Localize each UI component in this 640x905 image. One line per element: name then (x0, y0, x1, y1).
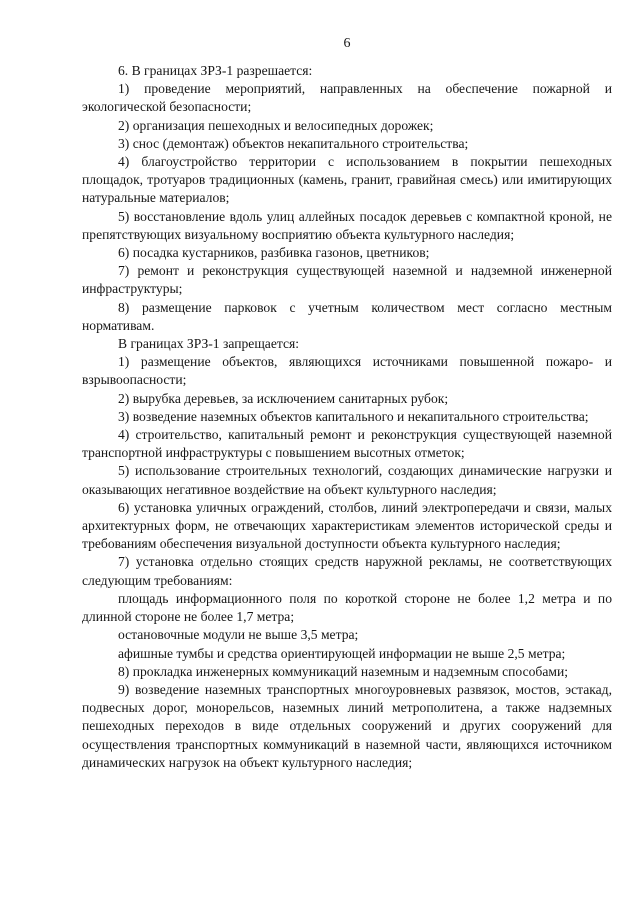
paragraph: 2) организация пешеходных и велосипедных дорожек; (118, 117, 434, 133)
paragraph: 1) проведение мероприятий, направленных на обеспечение пожарной и экологической безопасности; (82, 81, 612, 115)
paragraph: 8) размещение парковок с учетным количеством мест согласно местным нормативам. (82, 299, 612, 333)
paragraph: 5) восстановление вдоль улиц аллейных посадок деревьев с компактной кроной, не препятствующих визуальному восприятию объекта культурного наследия; (82, 208, 612, 242)
paragraph: 7) ремонт и реконструкция существующей наземной и надземной инженерной инфраструктуры; (82, 263, 612, 297)
paragraph: 3) снос (демонтаж) объектов некапитального строительства; (118, 135, 469, 151)
paragraph: 5) использование строительных технологий, создающих динамические нагрузки и оказывающих негативное воздействие на объект культурного наследия; (82, 463, 612, 497)
section-heading-permitted: 6. В границах ЗРЗ-1 разрешается: (118, 63, 313, 78)
document-body (82, 62, 612, 772)
paragraph: 6) посадка кустарников, разбивка газонов, цветников; (118, 245, 430, 261)
paragraph: афишные тумбы и средства ориентирующей информации не выше 2,5 метра; (118, 645, 566, 661)
paragraph: 3) возведение наземных объектов капитального и некапитального строительства; (118, 408, 589, 424)
paragraph: 1) размещение объектов, являющихся источниками повышенной пожаро- и взрывоопасности; (82, 354, 612, 388)
paragraph: 8) прокладка инженерных коммуникаций наземным и надземным способами; (118, 663, 569, 679)
paragraph: 4) благоустройство территории с использованием в покрытии пешеходных площадок, тротуаров традиционных (камень, гранит, гравийная смесь) или имитирующих натуральные материалов; (82, 154, 612, 206)
document-page (82, 0, 612, 905)
page-number: 6 (343, 36, 351, 51)
paragraph: 7) установка отдельно стоящих средств наружной рекламы, не соответствующих следующим требованиям: (82, 554, 612, 588)
paragraph: 9) возведение наземных транспортных многоуровневых развязок, мостов, эстакад, подвесных дорог, монорельсов, наземных линий метрополитена, а также надземных пешеходных переходов в виде отдельных сооружений и других сооружений для осуществления транспортных коммуникаций в наземной части, являющихся источником динамических нагрузок на объект культурного наследия; (82, 681, 612, 770)
paragraph: 2) вырубка деревьев, за исключением санитарных рубок; (118, 390, 449, 406)
paragraph: 6) установка уличных ограждений, столбов, линий электропередачи и связи, малых архитектурных форм, не отвечающих характеристикам элементов исторической среды и требованиям обеспечения визуальной доступности объекта культурного наследия; (82, 499, 612, 552)
paragraph: остановочные модули не выше 3,5 метра; (118, 627, 359, 643)
section-heading-prohibited: В границах ЗРЗ-1 запрещается: (118, 336, 300, 352)
paragraph: площадь информационного поля по короткой стороне не более 1,2 метра и по длинной стороне не более 1,7 метра; (82, 590, 612, 625)
paragraph: 4) строительство, капитальный ремонт и реконструкция существующей наземной транспортной инфраструктуры с повышением высотных отметок; (82, 427, 612, 461)
